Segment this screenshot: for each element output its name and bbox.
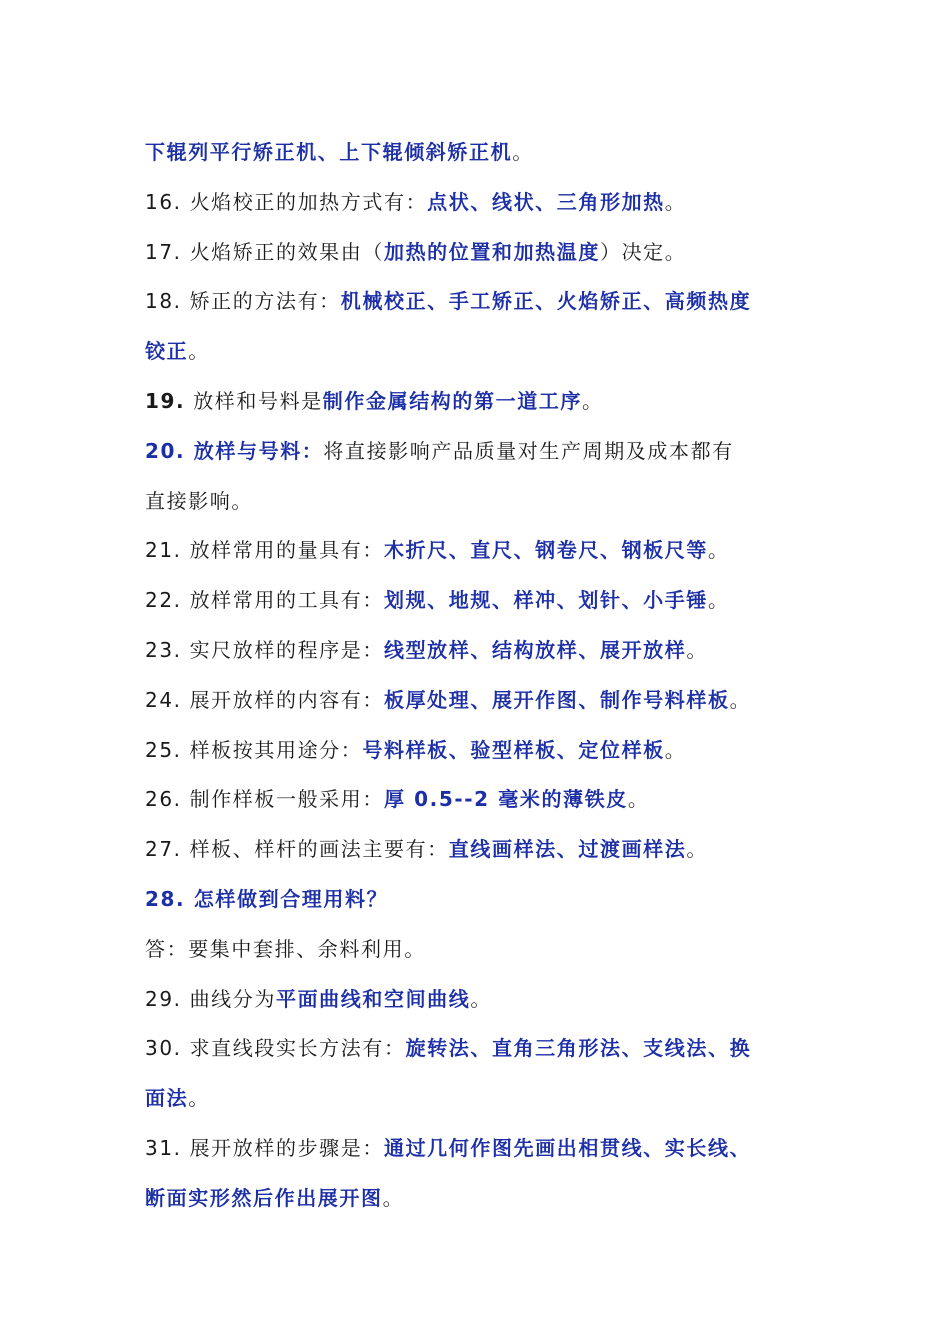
text-line — [145, 1028, 825, 1078]
plain-text: 。 — [729, 687, 752, 712]
plain-text: 。 — [582, 388, 604, 413]
text-line — [145, 730, 825, 780]
plain-text: 21. 放样常用的量具有： — [145, 538, 384, 563]
answer-text: 划规、地规、样冲、划针、小手锤 — [383, 588, 708, 613]
text-line — [145, 481, 825, 531]
text-line — [145, 132, 825, 182]
document-body — [145, 132, 825, 1228]
plain-text: 23. 实尺放样的程序是： — [145, 637, 384, 662]
answer-text: 通过几何作图先画出相贯线、实长线、 — [383, 1135, 752, 1160]
plain-text: 。 — [686, 837, 708, 862]
answer-text: 直线画样法、过渡画样法 — [448, 837, 687, 862]
plain-text: 29. 曲线分为 — [145, 986, 276, 1011]
plain-text: 。 — [664, 737, 687, 762]
plain-text: 。 — [512, 140, 534, 164]
plain-text: 。 — [627, 787, 650, 812]
plain-text: 30. 求直线段实长方法有： — [145, 1036, 406, 1061]
text-line — [145, 630, 825, 680]
plain-text: 。 — [470, 986, 492, 1011]
answer-text: 板厚处理、展开作图、制作号料样板 — [383, 687, 730, 712]
item-number: 19. — [145, 388, 186, 413]
text-line — [145, 979, 825, 1029]
plain-text: 。 — [707, 588, 730, 613]
answer-text: 铰正 — [145, 339, 189, 364]
text-line — [145, 431, 825, 481]
plain-text: 24. 展开放样的内容有： — [145, 687, 384, 712]
answer-text: 加热的位置和加热温度 — [383, 239, 600, 264]
answer-text: 点状、线状、三角形加热 — [427, 189, 665, 214]
answer-text: 线型放样、结构放样、展开放样 — [383, 637, 687, 662]
text-line — [145, 331, 825, 381]
plain-text: 放样和号料是 — [185, 388, 323, 413]
plain-text: 31. 展开放样的步骤是： — [145, 1135, 384, 1160]
plain-text: 答：要集中套排、余料利用。 — [145, 936, 426, 961]
text-line — [145, 1128, 825, 1178]
text-line — [145, 580, 825, 630]
plain-text: 22. 放样常用的工具有： — [145, 588, 384, 613]
plain-text: 25. 样板按其用途分： — [145, 737, 363, 762]
answer-text: 面法 — [145, 1086, 189, 1111]
answer-text: 厚 0.5--2 毫米的薄铁皮 — [383, 787, 628, 812]
text-line — [145, 281, 825, 331]
plain-text: 。 — [382, 1185, 405, 1210]
text-line — [145, 1178, 825, 1228]
answer-text: 木折尺、直尺、钢卷尺、钢板尺等 — [383, 538, 708, 563]
text-line — [145, 1078, 825, 1128]
answer-text: 断面实形然后作出展开图 — [145, 1185, 383, 1210]
plain-text: 。 — [188, 339, 210, 364]
text-line — [145, 929, 825, 979]
plain-text: 。 — [188, 1086, 210, 1111]
answer-text: 号料样板、验型样板、定位样板 — [362, 737, 665, 762]
text-line — [145, 680, 825, 730]
text-line — [145, 779, 825, 829]
plain-text: 将直接影响产品质量对生产周期及成本都有 — [323, 438, 734, 463]
plain-text: 18. 矫正的方法有： — [145, 289, 341, 314]
question-text: 28. 怎样做到合理用料？ — [145, 886, 389, 911]
text-line — [145, 530, 825, 580]
text-line — [145, 182, 825, 232]
text-line — [145, 829, 825, 879]
text-line — [145, 879, 825, 929]
plain-text: 26. 制作样板一般采用： — [145, 787, 384, 812]
answer-text: 平面曲线和空间曲线 — [275, 986, 471, 1011]
plain-text: 。 — [686, 637, 708, 662]
answer-text: 下辊列平行矫正机、上下辊倾斜矫正机 — [145, 140, 513, 164]
plain-text: ）决定。 — [599, 239, 687, 264]
answer-text: 制作金属结构的第一道工序 — [322, 388, 582, 413]
plain-text: 16. 火焰校正的加热方式有： — [145, 189, 428, 214]
answer-text: 旋转法、直角三角形法、支线法、换 — [405, 1036, 752, 1061]
plain-text: 。 — [707, 538, 730, 563]
answer-text: 机械校正、手工矫正、火焰矫正、高频热度 — [340, 289, 752, 314]
plain-text: 27. 样板、样杆的画法主要有： — [145, 837, 449, 862]
plain-text: 17. 火焰矫正的效果由（ — [145, 239, 384, 264]
plain-text: 直接影响。 — [145, 488, 253, 513]
answer-text: 20. 放样与号料： — [145, 438, 324, 463]
text-line — [145, 381, 825, 431]
plain-text: 。 — [664, 189, 687, 214]
text-line — [145, 232, 825, 282]
